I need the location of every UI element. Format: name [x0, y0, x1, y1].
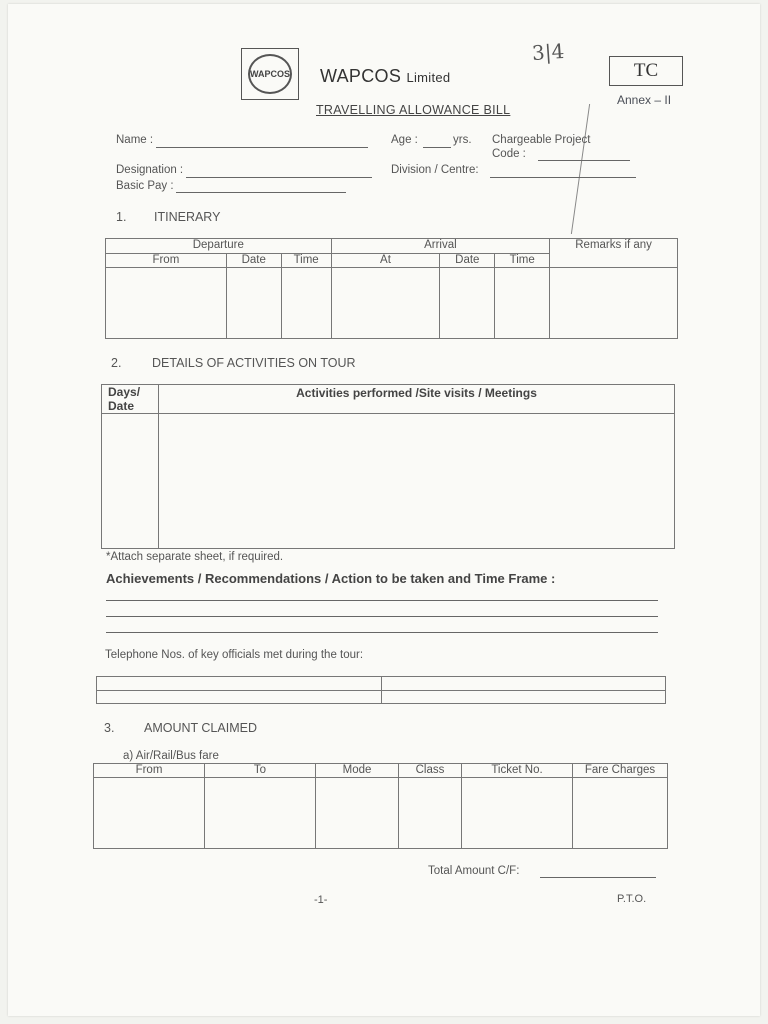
- col-dep-time: Time: [281, 254, 331, 268]
- division-label: Division / Centre:: [391, 164, 479, 176]
- amount-number: 3.: [104, 721, 115, 735]
- designation-field[interactable]: [186, 177, 372, 178]
- col-fare-from: From: [94, 764, 205, 778]
- code-label: Code :: [492, 148, 526, 160]
- company-name: [320, 66, 450, 87]
- col-dep-date: Date: [226, 254, 281, 268]
- table-row[interactable]: [102, 414, 675, 549]
- table-row[interactable]: [106, 268, 678, 339]
- age-unit: yrs.: [453, 134, 472, 146]
- doc-code-box: TC: [609, 56, 683, 86]
- telephone-table: [96, 676, 666, 704]
- handwritten-number: 3|4: [531, 38, 565, 66]
- age-field[interactable]: [423, 147, 451, 148]
- amount-heading: AMOUNT CLAIMED: [144, 721, 257, 735]
- division-field[interactable]: [490, 177, 636, 178]
- activities-number: 2.: [111, 356, 122, 370]
- achievement-line-3[interactable]: [106, 632, 658, 633]
- arrival-group-header: Arrival: [331, 239, 550, 254]
- age-label: Age :: [391, 134, 418, 146]
- chargeable-project-label: Chargeable Project: [492, 134, 591, 146]
- form-title: TRAVELLING ALLOWANCE BILL: [316, 103, 511, 117]
- col-activities: Activities performed /Site visits / Meetings: [159, 385, 675, 414]
- activities-heading: DETAILS OF ACTIVITIES ON TOUR: [152, 356, 356, 370]
- col-fare-charges: Fare Charges: [573, 764, 668, 778]
- col-at: At: [331, 254, 440, 268]
- designation-label: Designation :: [116, 164, 184, 176]
- achievements-heading: Achievements / Recommendations / Action to be taken and Time Frame :: [106, 571, 556, 586]
- departure-group-header: Departure: [106, 239, 332, 254]
- telephone-label: Telephone Nos. of key officials met during the tour:: [105, 649, 364, 661]
- col-fare-to: To: [205, 764, 316, 778]
- total-amount-label: Total Amount C/F:: [428, 865, 520, 877]
- col-arr-time: Time: [495, 254, 550, 268]
- col-days-date: Days/ Date: [102, 385, 159, 414]
- col-fare-class: Class: [399, 764, 462, 778]
- col-from: From: [106, 254, 227, 268]
- remarks-header: Remarks if any: [550, 239, 678, 268]
- fare-subheading: a) Air/Rail/Bus fare: [123, 750, 219, 762]
- basic-pay-label: Basic Pay :: [116, 180, 174, 192]
- achievement-line-1[interactable]: [106, 600, 658, 601]
- pto-label: P.T.O.: [617, 893, 647, 905]
- activities-table: [101, 384, 675, 549]
- annex-label: Annex – II: [617, 93, 672, 107]
- itinerary-number: 1.: [116, 210, 127, 224]
- logo-emblem: WAPCOS: [248, 54, 292, 94]
- col-ticket-no: Ticket No.: [462, 764, 573, 778]
- code-field[interactable]: [538, 160, 630, 161]
- company-suffix: Limited: [406, 70, 451, 85]
- company-main: WAPCOS: [320, 66, 402, 86]
- fare-table: [93, 763, 668, 849]
- col-fare-mode: Mode: [316, 764, 399, 778]
- wapcos-logo: [241, 48, 299, 100]
- itinerary-heading: ITINERARY: [154, 210, 221, 224]
- name-field[interactable]: [156, 147, 368, 148]
- basic-pay-field[interactable]: [176, 192, 346, 193]
- table-row[interactable]: [94, 778, 668, 849]
- page-number: -1-: [314, 894, 328, 906]
- itinerary-table: [105, 238, 678, 339]
- name-label: Name :: [116, 134, 154, 146]
- table-row[interactable]: [97, 691, 666, 704]
- achievement-line-2[interactable]: [106, 616, 658, 617]
- col-arr-date: Date: [440, 254, 495, 268]
- table-row[interactable]: [97, 677, 666, 691]
- total-amount-field[interactable]: [540, 877, 656, 878]
- attach-note: *Attach separate sheet, if required.: [106, 551, 284, 563]
